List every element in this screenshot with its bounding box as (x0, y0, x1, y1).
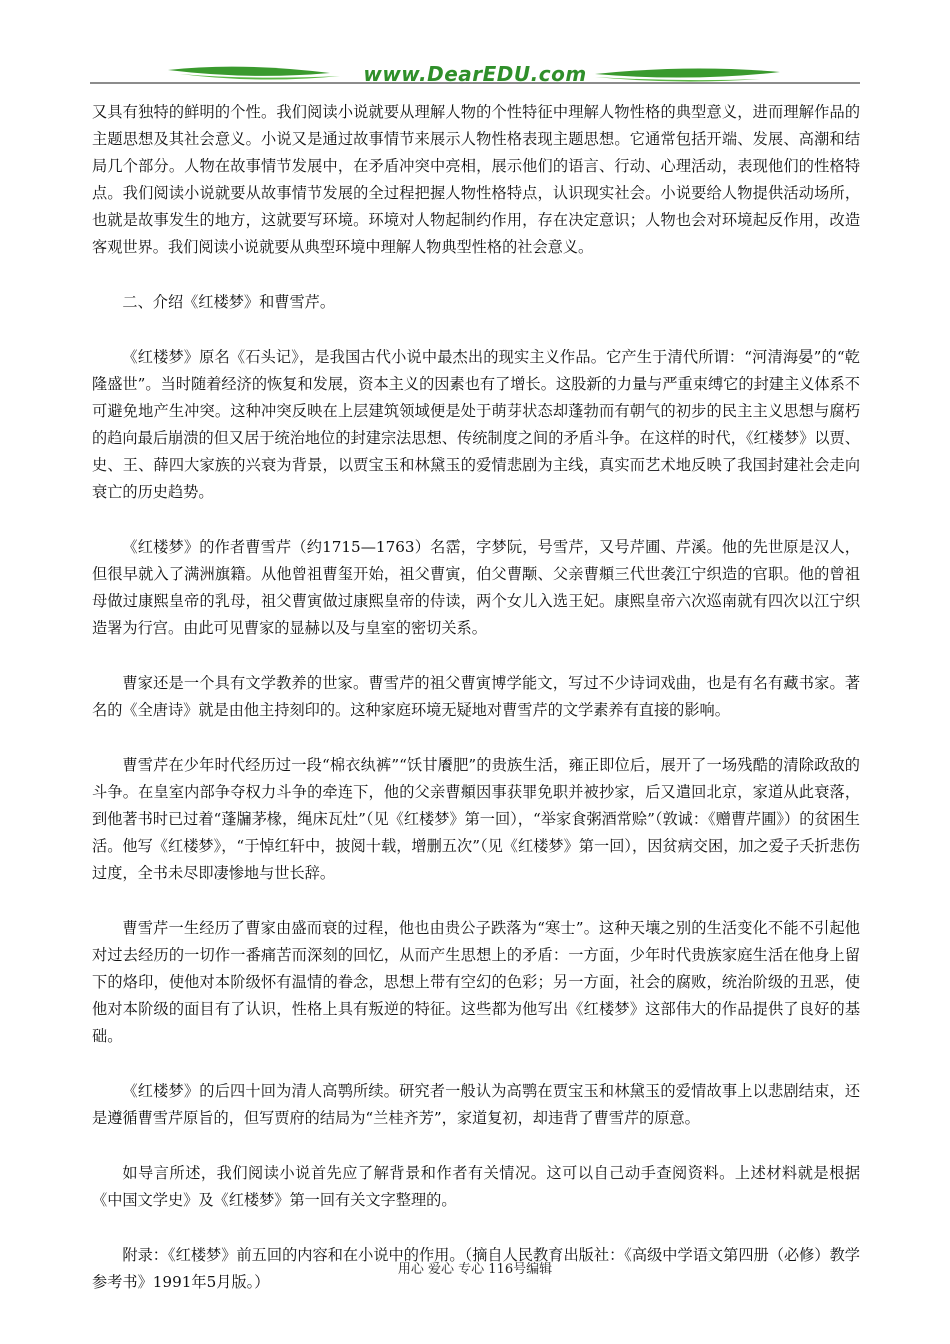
site-logo-text[interactable]: www.DearEDU.com (363, 62, 587, 86)
paragraph-literary-family: 曹家还是一个具有文学教养的世家。曹雪芹的祖父曹寅博学能文，写过不少诗词戏曲，也是有名有藏书家。著名的《全唐诗》就是由他主持刻印的。这种家庭环境无疑地对曹雪芹的文学素养有直接的影响。 (92, 674, 860, 719)
paragraph-hongloumeng-background: 《红楼梦》原名《石头记》，是我国古代小说中最杰出的现实主义作品。它产生于清代所谓：“河清海晏”的“乾隆盛世”。当时随着经济的恢复和发展，资本主义的因素也有了增长。这股新的力量与严重束缚它的封建主义体系不可避免地产生冲突。这种冲突反映在上层建筑领域便是处于萌芽状态却蓬勃而有朝气的初步的民主主义思想与腐朽的趋向最后崩溃的但又居于统治地位的封建宗法思想、传统制度之间的矛盾斗争。在这样的时代，《红楼梦》以贾、史、王、薛四大家族的兴衰为背景，以贾宝玉和林黛玉的爱情悲剧为主线，真实而艺术地反映了我国封建社会走向衰亡的历史趋势。 (92, 348, 860, 501)
paragraph-author-life: 曹雪芹在少年时代经历过一段“棉衣纨裤”“饫甘餍肥”的贵族生活，雍正即位后，展开了一场残酷的清除政敌的斗争。在皇室内部争夺权力斗争的牵连下，他的父亲曹頫因事获罪免职并被抄家，后又遣回北京，家道从此衰落，到他著书时已过着“蓬牖茅椽，绳床瓦灶”（见《红楼梦》第一回），“举家食粥酒常赊”（敦诚：《赠曹芹圃》）的贫困生活。他写《红楼梦》，“于悼红轩中，披阅十载，增删五次”（见《红楼梦》第一回），因贫病交困，加之爱子夭折悲伤过度，全书未尽即凄惨地与世长辞。 (92, 756, 860, 882)
paragraph-last-forty-chapters: 《红楼梦》的后四十回为清人高鹗所续。研究者一般认为高鹗在贾宝玉和林黛玉的爱情故事上以悲剧结束，还是遵循曹雪芹原旨的，但写贾府的结局为“兰桂齐芳”，家道复初，却违背了曹雪芹的原意。 (92, 1082, 860, 1127)
page-header (90, 60, 860, 92)
paragraph-intro-continued: 又具有独特的鲜明的个性。我们阅读小说就要从理解人物的个性特征中理解人物性格的典型意义，进而理解作品的主题思想及其社会意义。小说又是通过故事情节来展示人物性格表现主题思想。它通常包括开端、发展、高潮和结局几个部分。人物在故事情节发展中，在矛盾冲突中亮相，展示他们的语言、行动、心理活动，表现他们的性格特点。我们阅读小说就要从故事情节发展的全过程把握人物性格特点，认识现实社会。小说要给人物提供活动场所，也就是故事发生的地方，这就要写环境。环境对人物起制约作用，存在决定意识；人物也会对环境起反作用，改造客观世界。我们阅读小说就要从典型环境中理解人物典型性格的社会意义。 (92, 103, 860, 256)
paragraph-sources: 如导言所述，我们阅读小说首先应了解背景和作者有关情况。这可以自己动手查阅资料。上述材料就是根据《中国文学史》及《红楼梦》第一回有关文字整理的。 (92, 1164, 860, 1209)
section-heading: 二、介绍《红楼梦》和曹雪芹。 (122, 293, 336, 311)
paragraph-author-family: 《红楼梦》的作者曹雪芹（约1715—1763）名霑，字梦阮，号雪芹，又号芹圃、芹溪。他的先世原是汉人，但很早就入了满洲旗籍。从他曾祖曹玺开始，祖父曹寅，伯父曹颙、父亲曹頫三代世袭江宁织造的官职。他的曾祖母做过康熙皇帝的乳母，祖父曹寅做过康熙皇帝的侍读，两个女儿入选王妃。康熙皇帝六次巡南就有四次以江宁织造署为行宫。由此可见曹家的显赫以及与皇室的密切关系。 (92, 538, 860, 637)
paragraph-author-thought: 曹雪芹一生经历了曹家由盛而衰的过程，他也由贵公子跌落为“寒士”。这种天壤之别的生活变化不能不引起他对过去经历的一切作一番痛苦而深刻的回忆，从而产生思想上的矛盾：一方面，少年时代贵族家庭生活在他身上留下的烙印，使他对本阶级怀有温情的眷念，思想上带有空幻的色彩；另一方面，社会的腐败，统治阶级的丑恶，使他对本阶级的面目有了认识，性格上具有叛逆的特征。这些都为他写出《红楼梦》这部伟大的作品提供了良好的基础。 (92, 919, 860, 1045)
document-body (92, 99, 860, 1296)
page-footer: 用心 爱心 专心 116号编辑 (397, 1262, 553, 1277)
paragraph-appendix: 附录：《红楼梦》前五回的内容和在小说中的作用。（摘自人民教育出版社：《高级中学语文第四册（必修）教学参考书》1991年5月版。） (92, 1246, 860, 1291)
